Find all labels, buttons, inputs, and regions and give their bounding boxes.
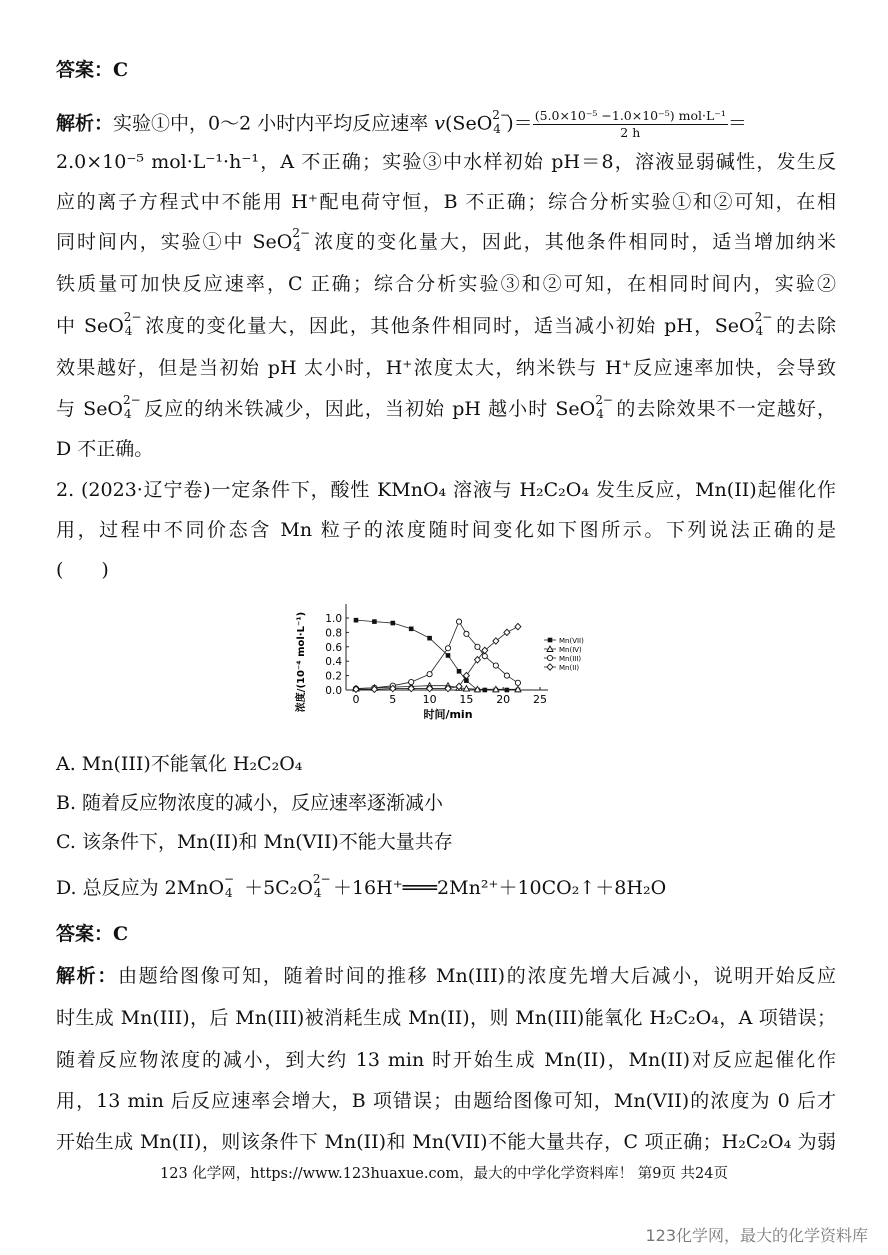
option-c: C. 该条件下，Mn(II)和 Mn(VII)不能大量共存 (56, 831, 453, 853)
legend-label: Mn(VII) (559, 637, 584, 645)
x-tick-label: 25 (533, 693, 547, 706)
answer-value: C (113, 59, 129, 81)
answer-label: 答案： (56, 59, 114, 81)
x-tick-label: 10 (422, 693, 437, 706)
option-d: D. 总反应为 2MnO − 4 ＋5C₂O 2− 4 ＋16H⁺═══2Mn²⁺＋10CO₂↑＋8H₂O (56, 872, 667, 900)
x-tick-label: 0 (352, 693, 360, 706)
y-tick-label: 0.4 (325, 656, 342, 669)
data-point (409, 679, 414, 684)
data-point (504, 629, 510, 635)
concentration-time-chart (290, 596, 584, 741)
question-2-blank: ( ) (56, 559, 109, 581)
data-point (493, 663, 498, 668)
data-point (427, 672, 432, 677)
data-point (515, 623, 521, 629)
y-tick-label: 0.0 (325, 685, 342, 697)
answer-value: C (113, 923, 129, 945)
data-point (482, 654, 487, 659)
data-point (515, 680, 520, 685)
x-tick-label: 20 (496, 693, 511, 706)
answer-2 (56, 922, 836, 946)
rate-fraction: $\frac{\text{(5.0×10⁻⁵ −1.0×10⁻⁵) mol·L⁻¹}}{2 h}$ (534, 108, 726, 140)
analysis-1-line-9: D 不正确。 (56, 438, 154, 460)
analysis-1-line-4: 同时间内，实验①中 SeO 2− 4 浓度的变化量大，因此，其他条件相同时，适当增加纳米 (56, 226, 836, 254)
legend-marker (548, 638, 553, 643)
data-point (457, 669, 462, 674)
series-line-2 (356, 622, 518, 689)
analysis-1-line-1: 解析：实验①中，0～2 小时内平均反应速率 v(SeO 2− 4 )＝ $\frac{\text{(5.0×10⁻⁵ −1.0×10⁻⁵) mol·L⁻¹}}{2 h}$ ＝ (56, 107, 747, 140)
y-tick-label: 1.0 (325, 613, 342, 625)
y-tick-label: 0.8 (325, 627, 342, 640)
analysis-1-line-2: 2.0×10⁻⁵ mol·L⁻¹·h⁻¹，A 不正确；实验③中水样初始 pH＝8，溶液显弱碱性，发生反 (56, 151, 836, 173)
analysis-1-line-5: 铁质量可加快反应速率，C 正确；综合分析实验③和②可知，在相同时间内，实验② (56, 273, 836, 295)
option-a: A. Mn(III)不能氧化 H₂C₂O₄ (56, 753, 303, 775)
data-point (372, 619, 377, 624)
page-footer: 123 化学网，https://www.123huaxue.com，最大的中学化学资料库！ 第9页 共24页 (160, 1166, 728, 1182)
site-watermark: 123化学网，最大的化学资料库 (645, 1226, 868, 1245)
data-point (445, 646, 450, 651)
legend-marker (547, 664, 553, 670)
legend-label: Mn(II) (559, 664, 580, 672)
analysis-2-line-1: 解析：由题给图像可知，随着时间的推移 Mn(III)的浓度先增大后减小，说明开始反应 (56, 965, 836, 987)
legend-label: Mn(III) (559, 655, 582, 663)
selenate-charge: 2− 4 (492, 107, 510, 136)
option-b: B. 随着反应物浓度的减小，反应速率逐渐减小 (56, 792, 444, 814)
legend-label: Mn(IV) (559, 646, 582, 654)
data-point (409, 627, 414, 632)
data-point (446, 653, 451, 658)
analysis-1-line-7: 效果越好，但是当初始 pH 太小时，H⁺浓度太大，纳米铁与 H⁺反应速率加快，会导致 (56, 357, 836, 379)
data-point (456, 619, 461, 624)
series-line-3 (356, 627, 518, 690)
series-line-0 (356, 620, 518, 690)
answer-label: 答案： (56, 923, 114, 945)
analysis-2-line-3: 随着反应物浓度的减小，到大约 13 min 时开始生成 Mn(II)，Mn(II)对反应起催化作 (56, 1049, 836, 1071)
analysis-label: 解析： (56, 965, 119, 987)
data-point (475, 644, 480, 649)
y-tick-label: 0.2 (325, 670, 342, 683)
analysis-2-line-5: 开始生成 Mn(II)，则该条件下 Mn(II)和 Mn(VII)不能大量共存，C 项正确；H₂C₂O₄ 为弱 (56, 1131, 836, 1153)
analysis-2-line-4: 用，13 min 后反应速率会增大，B 项错误；由题给图像可知，Mn(VII)的浓度为 0 后才 (56, 1090, 836, 1112)
data-point (504, 673, 509, 678)
x-tick-label: 15 (459, 693, 474, 706)
x-tick-label: 5 (389, 693, 397, 706)
data-point (391, 621, 396, 626)
question-2-line-1: 2. (2023·辽宁卷)一定条件下，酸性 KMnO₄ 溶液与 H₂C₂O₄ 发生反应，Mn(II)起催化作 (56, 479, 836, 501)
x-axis-label: 时间/min (423, 708, 473, 721)
analysis-2-line-2: 时生成 Mn(III)，后 Mn(III)被消耗生成 Mn(II)，则 Mn(III)能氧化 H₂C₂O₄，A 项错误； (56, 1007, 836, 1029)
analysis-1-line-8: 与 SeO 2− 4 反应的纳米铁减少，因此，当初始 pH 越小时 SeO 2− 4 的去除效果不一定越好， (56, 393, 836, 421)
y-axis-label: 浓度/(10⁻⁴ mol·L⁻¹) (296, 611, 307, 713)
analysis-1-line-3: 应的离子方程式中不能用 H⁺配电荷守恒，B 不正确；综合分析实验①和②可知，在相 (56, 191, 836, 213)
data-point (464, 631, 469, 636)
data-point (427, 636, 432, 641)
data-point (354, 618, 359, 623)
y-tick-label: 0.6 (325, 641, 342, 654)
question-2-line-2: 用，过程中不同价态含 Mn 粒子的浓度随时间变化如下图所示。下列说法正确的是 (56, 519, 836, 541)
answer-1 (56, 58, 836, 82)
data-point (505, 688, 510, 693)
analysis-1-line-6: 中 SeO 2− 4 浓度的变化量大，因此，其他条件相同时，适当减小初始 pH，SeO 2− 4 的去除 (56, 310, 836, 338)
legend-marker (547, 655, 552, 660)
analysis-label: 解析： (56, 112, 114, 135)
data-point (483, 688, 488, 693)
